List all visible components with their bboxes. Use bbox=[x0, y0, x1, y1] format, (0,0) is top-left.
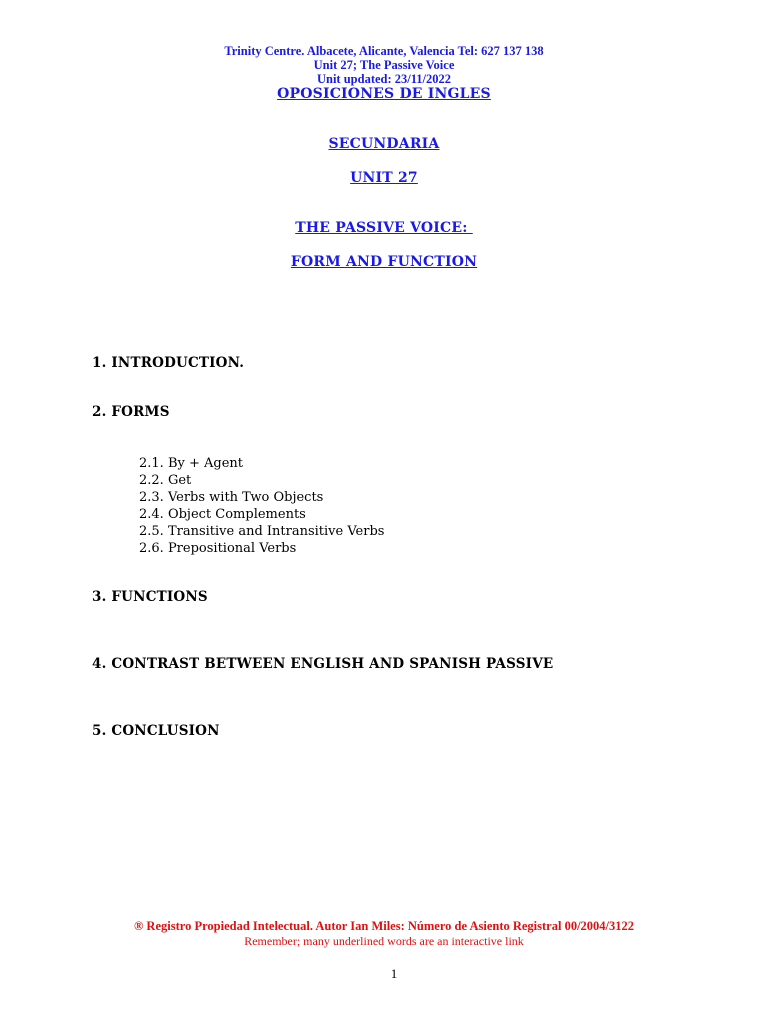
toc-subitem: 2.1. By + Agent bbox=[139, 456, 243, 471]
toc-forms-sublist bbox=[139, 455, 384, 557]
toc-subitem: 2.5. Transitive and Intransitive Verbs bbox=[139, 524, 385, 539]
header-contact-line: Trinity Centre. Albacete, Alicante, Valencia Tel: 627 137 138 bbox=[224, 44, 544, 58]
toc-subitem: 2.4. Object Complements bbox=[139, 507, 306, 522]
footer-remember: Remember; many underlined words are an interactive link bbox=[244, 934, 524, 948]
header-unit-line: Unit 27; The Passive Voice bbox=[313, 58, 455, 72]
title-unit-link[interactable]: UNIT 27 bbox=[350, 170, 418, 186]
title-oposiciones-link[interactable]: OPOSICIONES DE INGLES bbox=[277, 86, 491, 102]
page-number: 1 bbox=[390, 966, 398, 981]
title-secundaria-link[interactable]: SECUNDARIA bbox=[328, 136, 440, 152]
toc-functions: 3. FUNCTIONS bbox=[92, 589, 208, 605]
toc-subitem: 2.6. Prepositional Verbs bbox=[139, 541, 297, 556]
toc-introduction: 1. INTRODUCTION. bbox=[92, 355, 245, 371]
footer-registro: ® Registro Propiedad Intelectual. Autor Ian Miles: Número de Asiento Registral 00/2004/3122 bbox=[133, 919, 635, 933]
toc-subitem: 2.2. Get bbox=[139, 473, 192, 488]
toc-contrast: 4. CONTRAST BETWEEN ENGLISH AND SPANISH PASSIVE bbox=[92, 656, 554, 672]
toc-forms: 2. FORMS bbox=[92, 404, 170, 420]
title-form-function-link[interactable]: FORM AND FUNCTION bbox=[290, 254, 478, 270]
title-passive-voice-link[interactable]: THE PASSIVE VOICE: bbox=[295, 220, 473, 236]
toc-subitem: 2.3. Verbs with Two Objects bbox=[139, 490, 324, 505]
toc-conclusion: 5. CONCLUSION bbox=[92, 723, 220, 739]
header-updated-line: Unit updated: 23/11/2022 bbox=[316, 72, 452, 86]
